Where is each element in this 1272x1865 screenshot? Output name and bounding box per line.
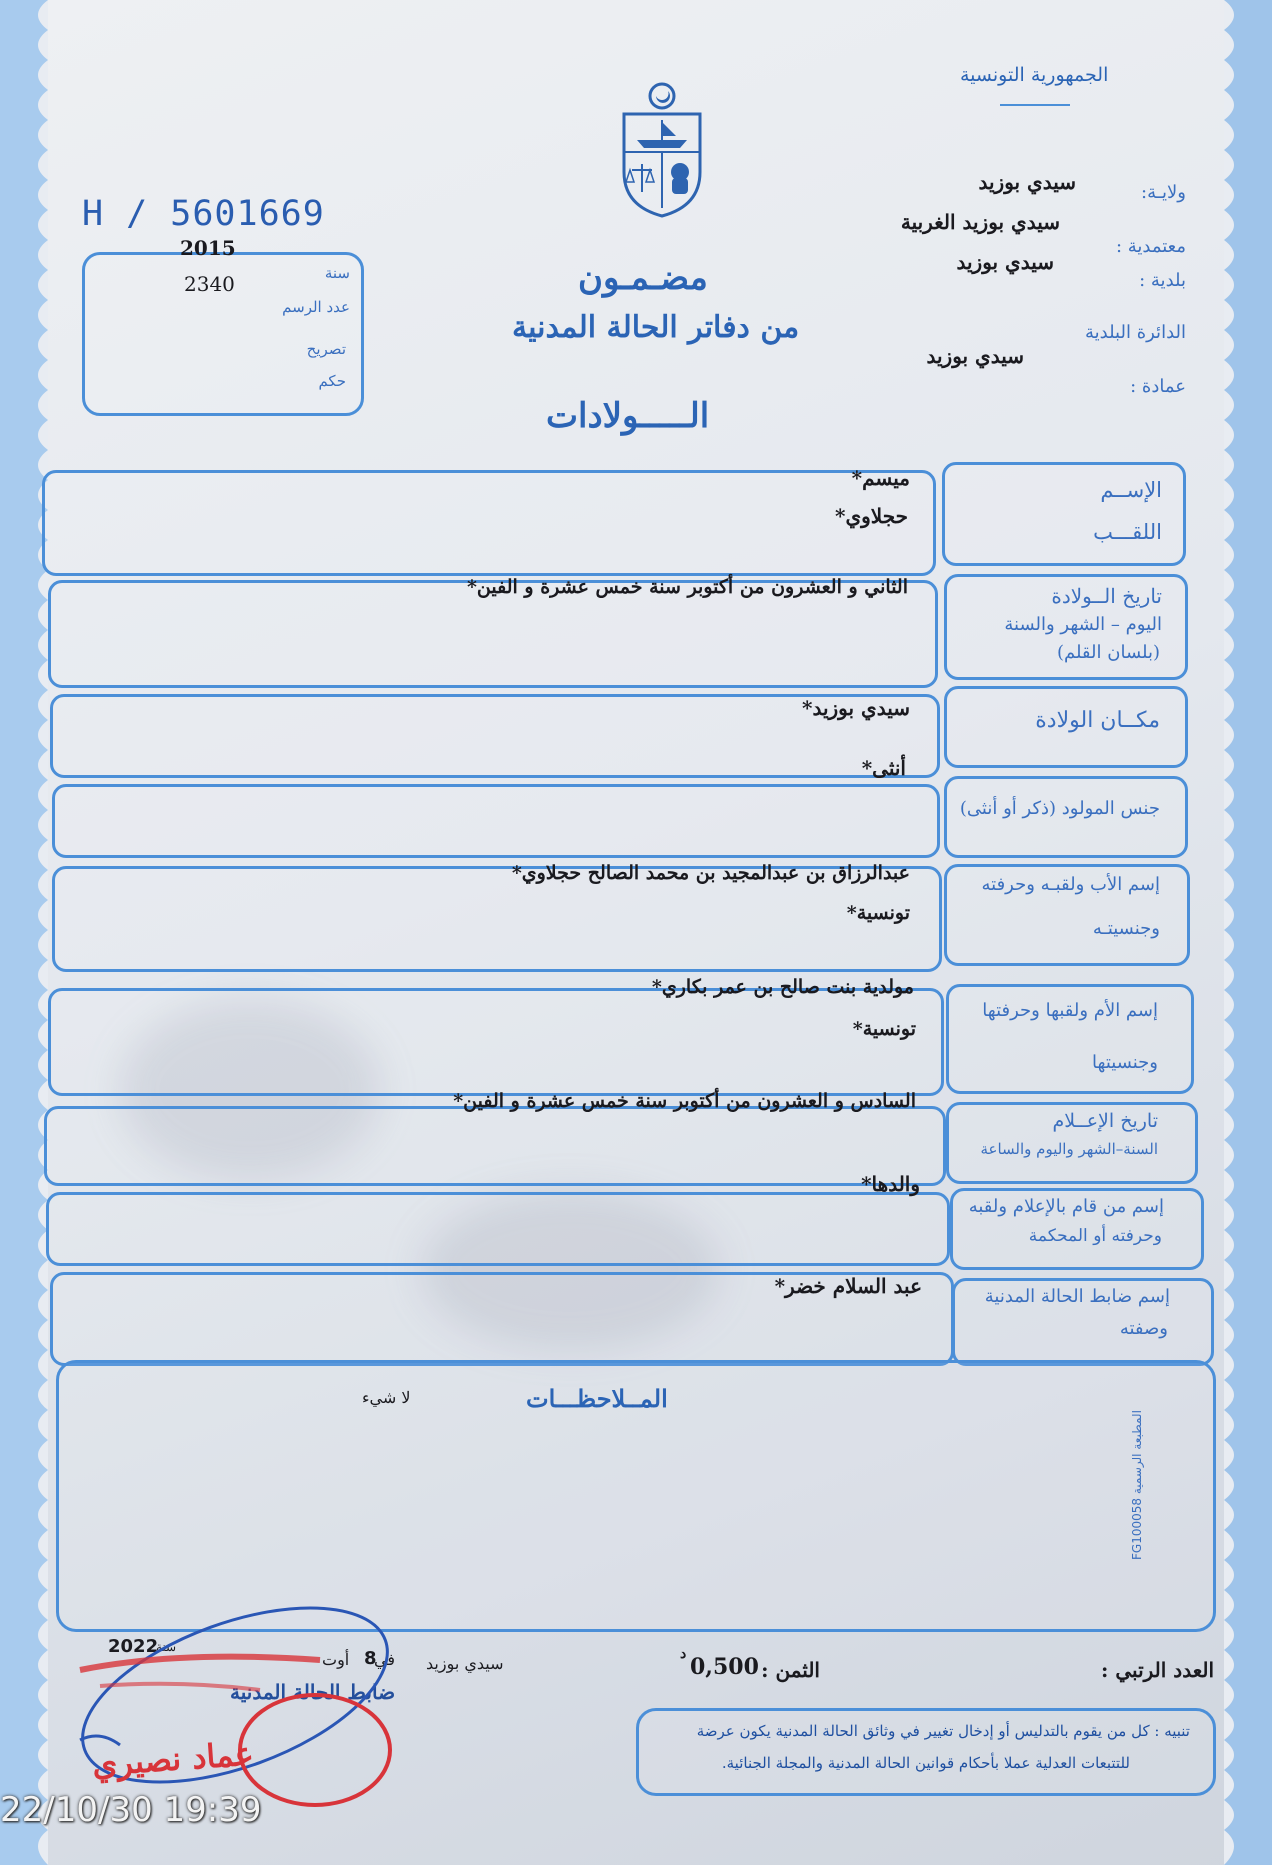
footer-month: أوت: [322, 1650, 350, 1669]
row-declarant-value-box: [46, 1192, 950, 1266]
right-wave-border: [1224, 0, 1272, 1865]
value-declaration-date: السادس و العشرون من أكتوبر سنة خمس عشرة و الفين*: [453, 1090, 916, 1112]
label-mother: إسم الأم ولقبها وحرفتها: [982, 1000, 1158, 1021]
label-declaration-date-sub: السنة–الشهر واليوم والساعة: [980, 1140, 1158, 1158]
footer-date-prefix: في: [374, 1650, 395, 1669]
label-first-name: الإســم: [1100, 478, 1162, 502]
municipality-label: بلدية :: [1139, 270, 1186, 291]
label-mother-nationality: وجنسيتها: [1092, 1052, 1158, 1073]
value-father-nationality: تونسية*: [846, 902, 910, 924]
reg-year-label: سنة: [324, 264, 350, 282]
label-declaration-date: تاريخ الإعــلام: [1052, 1110, 1158, 1132]
district-label: الدائرة البلدية: [1084, 322, 1186, 343]
label-sex: جنس المولود (ذكر أو أنثى): [959, 798, 1160, 819]
value-mother: مولدية بنت صالح بن عمر بكاري*: [651, 976, 914, 998]
price-value: 0,500: [690, 1654, 759, 1680]
notes-label: المــلاحظـــات: [526, 1384, 668, 1413]
governorate-value: سيدي بوزيد: [978, 170, 1076, 194]
reg-year-value: 2015: [180, 236, 236, 260]
label-officer: إسم ضابط الحالة المدنية: [984, 1286, 1170, 1307]
row-declaration-date-value-box: [44, 1106, 946, 1186]
notes-value: لا شيء: [362, 1388, 411, 1407]
value-mother-nationality: تونسية*: [852, 1018, 916, 1040]
row-name-value-box: [42, 470, 936, 576]
label-declarant-sub: وحرفته أو المحكمة: [1028, 1226, 1162, 1246]
value-father: عبدالرزاق بن عبدالمجيد بن محمد الصالح حجلاوي*: [511, 862, 910, 884]
warning-line-1: تنبيه : كل من يقوم بالتدليس أو إدخال تغيير في وثائق الحالة المدنية يكون عرضة: [696, 1722, 1190, 1740]
label-last-name: اللقـــب: [1093, 520, 1162, 544]
governorate-label: ولايـة:: [1141, 182, 1186, 203]
republic-label: الجمهورية التونسية: [960, 64, 1109, 86]
footer-day: 8: [364, 1648, 377, 1669]
label-birth-date-sub: اليوم – الشهر والسنة: [1004, 614, 1162, 635]
footer-year-label: سنة: [156, 1640, 177, 1654]
reg-judgment-label: حكم: [318, 372, 346, 390]
label-birth-date: تاريخ الــولادة: [1051, 584, 1162, 608]
municipality-value: سيدي بوزيد: [956, 250, 1054, 274]
photo-timestamp: 22/10/30 19:39: [0, 1790, 262, 1830]
title-line-1: مضـمـون: [578, 258, 708, 298]
reg-number-value: 2340: [184, 272, 235, 296]
delegation-value: سيدي بوزيد الغربية: [900, 210, 1060, 234]
value-birth-date: الثاني و العشرون من أكتوبر سنة خمس عشرة و الفين*: [466, 576, 908, 598]
row-sex-value-box: [52, 784, 940, 858]
officer-title: ضابط الحالة المدنية: [230, 1680, 396, 1704]
label-officer-sub: وصفته: [1119, 1318, 1168, 1339]
label-father-nationality: وجنسيتـه: [1092, 918, 1160, 939]
price-unit: د: [680, 1646, 687, 1662]
warning-line-2: للتتبعات العدلية عملا بأحكام قوانين الحالة المدنية والمجلة الجنائية.: [721, 1754, 1130, 1772]
republic-underline: [1000, 104, 1070, 106]
left-wave-border: [0, 0, 48, 1865]
row-mother-value-box: [48, 988, 944, 1096]
value-birth-place: سيدي بوزيد*: [802, 696, 910, 720]
imada-value: سيدي بوزيد: [926, 344, 1024, 368]
value-first-name: ميسم*: [851, 466, 910, 490]
signature-stamp: عماد نصيري: [90, 1734, 255, 1784]
value-sex: أنثى*: [861, 756, 906, 780]
serial-label: العدد الرتبي :: [1101, 1658, 1214, 1682]
title-line-2: من دفاتر الحالة المدنية: [512, 310, 800, 345]
imada-label: عمادة :: [1130, 376, 1186, 397]
footer-place: سيدي بوزيد: [426, 1654, 504, 1673]
serial-number: H / 5601669: [82, 194, 325, 234]
title-line-3: الـــــولادات: [546, 396, 710, 436]
printer-mark: المطبعة الرسمية FG100058: [1130, 1410, 1144, 1560]
reg-number-label: عدد الرسم: [282, 298, 350, 316]
value-last-name: حجلاوي*: [835, 504, 908, 528]
label-birth-place: مكــان الولادة: [1035, 708, 1160, 733]
label-father: إسم الأب ولقبـه وحرفته: [981, 874, 1160, 895]
price-label: الثمن :: [761, 1658, 820, 1682]
label-birth-date-words: (بلسان القلم): [1056, 642, 1160, 663]
label-declarant: إسم من قام بالإعلام ولقبه: [968, 1196, 1164, 1217]
delegation-label: معتمدية :: [1115, 236, 1186, 257]
reg-declaration-label: تصريح: [306, 340, 346, 358]
value-officer: عبد السلام خضر*: [774, 1274, 922, 1298]
footer-year: 2022: [108, 1636, 159, 1657]
value-declarant: والدها*: [861, 1172, 920, 1196]
coat-of-arms-icon: [612, 80, 712, 220]
